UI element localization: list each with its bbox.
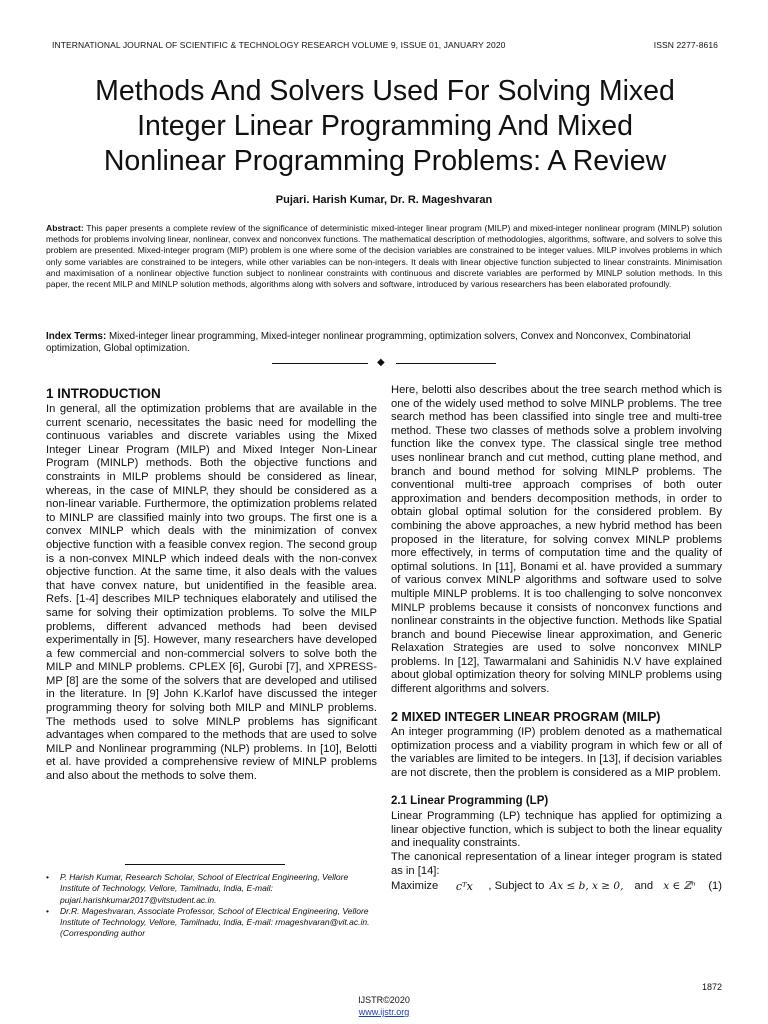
title-line: Methods And Solvers Used For Solving Mixed xyxy=(95,75,675,107)
bullet-icon: • xyxy=(46,905,49,916)
subsection-heading-lp: 2.1 Linear Programming (LP) xyxy=(391,794,549,807)
footer-url-link[interactable]: www.ijstr.org xyxy=(358,1007,410,1017)
authors: Pujari. Harish Kumar, Dr. R. Mageshvaran xyxy=(275,194,493,206)
abstract-text: This paper presents a complete review of the significance of deterministic mixed-integer linear program (MILP) and mixed-integer nonlinear program (MINLP) solution methods for problems involving linear, nonlinear, convex and nonconvex functions. The mathematical description of methodologies, algorithms, software, and solvers to solve this problem are presented. Mixed-integer program (MIP) problem is one where some of the decision variables are constrained to be integer values. MILP involves problems in which only some variables are constrained to be integers, while other variables can be non-integers. It deals with linear objective function subjected to linear constraints. Minimisation and maximisation of a nonlinear objective function subject to nonlinear constraints with continuous and discrete variables are performed by MINLP solution methods. In this paper, the recent MILP and MINLP solution methods, algorithms along with solvers and software, introduced by various researchers has been elaborated profoundly. xyxy=(46,223,722,290)
issn-header: ISSN 2277-8616 xyxy=(653,40,718,50)
page-footer xyxy=(0,994,768,1018)
equation-subject: , Subject to xyxy=(488,880,545,893)
abstract-label: Abstract: xyxy=(46,223,84,233)
index-terms-text: Mixed-integer linear programming, Mixed-integer nonlinear programming, optimization solvers, Convex and Nonconvex, Combinatorial optimization, Global optimization. xyxy=(46,331,691,354)
diamond-icon: ◆ xyxy=(377,357,385,368)
section-heading-milp: 2 MIXED INTEGER LINEAR PROGRAM (MILP) xyxy=(391,709,661,724)
footnotes xyxy=(46,872,376,940)
paper-title xyxy=(40,74,730,179)
footer-copyright: IJSTR©2020 xyxy=(358,995,410,1005)
abstract xyxy=(46,223,722,290)
equation-objective: cᵀx xyxy=(455,880,473,894)
footnote-text: Dr.R. Mageshvaran, Associate Professor, School of Electrical Engineering, Vellore Institute of Technology, Vellore, Tamilnadu, India, E-mail: rmageshvaran@vit.ac.in. (Corresponding author xyxy=(60,905,370,939)
title-line: Integer Linear Programming And Mixed xyxy=(137,110,633,142)
paragraph: An integer programming (IP) problem denoted as a mathematical optimization process and a viability program in which few or all of the variables are limited to be integers. In [13], if decision variables are not discrete, then the problem is considered as a MIP problem. xyxy=(391,726,722,780)
separator-rule-right xyxy=(396,363,496,364)
bullet-icon: • xyxy=(46,872,49,882)
section-separator xyxy=(272,357,496,369)
equation-1 xyxy=(391,880,722,894)
right-column xyxy=(391,384,722,894)
footnote xyxy=(46,906,376,940)
footnote-rule xyxy=(125,864,285,865)
equation-label: Maximize xyxy=(391,880,439,893)
section-heading-introduction: 1 INTRODUCTION xyxy=(46,386,161,401)
journal-header: INTERNATIONAL JOURNAL OF SCIENTIFIC & TECHNOLOGY RESEARCH VOLUME 9, ISSUE 01, JANUARY 2020 xyxy=(52,40,506,50)
equation-number: (1) xyxy=(708,880,722,893)
separator-rule-left xyxy=(272,363,368,364)
paragraph: Linear Programming (LP) technique has applied for optimizing a linear objective function, which is subject to both the linear equality and inequality constraints. xyxy=(391,810,722,850)
index-terms xyxy=(46,331,722,355)
paragraph: The canonical representation of a linear integer program is stated as in [14]: xyxy=(391,851,722,877)
equation-domain: x ∈ ℤⁿ xyxy=(663,880,696,893)
introduction-paragraph: In general, all the optimization problems that are available in the current scenario, necessitates the basic need for modelling the continuous variables and discrete variables using the Mixed Integer Linear Program (MILP) and Mixed Integer Non-Linear Program (MINLP) methods. Both the objective functions and constraints in MILP problems should be considered as linear, whereas, in the case of MINLP, they should be considered as a non-linear variable. Furthermore, the optimization problems related to MINLP are classified mainly into two groups. The first one is a convex MINLP which deals with the minimization of convex objective function with a feasible convex region. The second group is a non-convex MINLP which indeed deals with the non-convex objective function. At the same time, it also deals with the values that have convex nature, but unidentified in the feasible area. Refs. [1-4] describes MILP techniques elaborately and utilised the same for solving their optimization problems. To solve the MILP problems, different advanced methods had been devised experimentally in [5]. However, many researchers have developed a few commercial and non-commercial solvers to solve both the MILP and MINLP problems. CPLEX [6], Gurobi [7], and XPRESS-MP [8] are the some of the solvers that are developed and utilised in the literature. In [9] John K.Karlof have discussed the integer programming theory for solving both MILP and MINLP problems. The methods used to solve MINLP problems has significant advantages when compared to the methods that are used to solve MILP and Nonlinear programming (NLP) problems. In [10], Belotti et al. have provided a comprehensive review of MINLP problems and also about the methods to solve them. xyxy=(46,403,377,783)
left-column xyxy=(46,386,377,784)
paragraph: Here, belotti also describes about the tree search method which is one of the widely used method to solve MINLP problems. The tree search method has been classified into single tree and multi-tree method. These two classes of methods solve a problem involving function like the convex type. The classical single tree method uses nonlinear branch and cut method, cutting plane method, and branch and bound method for solving MINLP problems. The conventional multi-tree approach comprises of both outer approximation and benders decomposition methods, in order to obtain global optimal solution for the considered problem. By combining the above approaches, a new hybrid method has been proposed in the literature, for solving convex MINLP problems more effectively, in terms of computation time and the quality of optimal solutions. In [11], Bonami et al. have provided a summary of various convex MINLP algorithms and software used to solve multiple MINLP problems. It is too challenging to solve nonconvex MINLP problems because it consists of nonconvex functions and nonlinear constraints in the objective function. Methods like Spatial branch and bound Piecewise linear approximation, and Generic Relaxation Strategies are used to solve nonconvex MINLP problems. In [12], Tawarmalani and Sahinidis N.V have explained about global optimization theory for solving MINLP problems using different algorithms and solvers. xyxy=(391,384,722,696)
title-line: Nonlinear Programming Problems: A Review xyxy=(103,145,667,177)
footnote-text: P. Harish Kumar, Research Scholar, School of Electrical Engineering, Vellore Institute of Technology, Vellore, Tamilnadu, India, E-mail: pujari.harishkumar2017@vitstudent.ac.in. xyxy=(60,872,349,905)
equation-constraint: Ax ≤ b, x ≥ 0, xyxy=(549,880,624,893)
index-terms-label: Index Terms: xyxy=(46,331,107,342)
page-number: 1872 xyxy=(701,982,722,992)
footnote xyxy=(46,872,376,906)
equation-and: and xyxy=(634,880,654,893)
